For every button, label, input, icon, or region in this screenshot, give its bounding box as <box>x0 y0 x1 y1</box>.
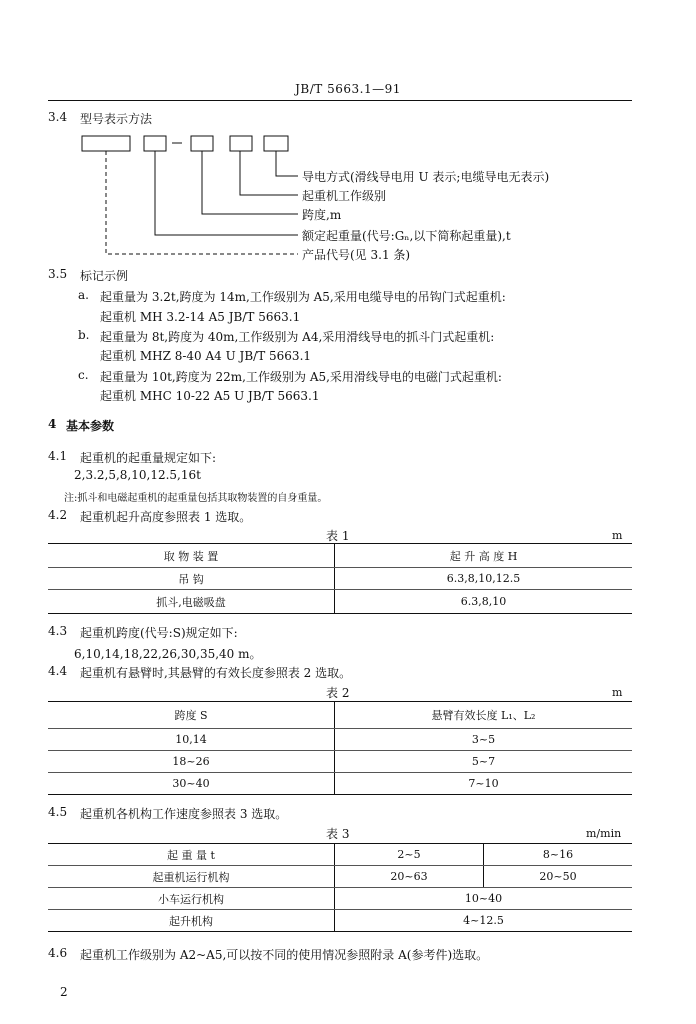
section-4-3-number: 4.3 <box>48 624 68 638</box>
code-label-span: 跨度,m <box>302 208 342 222</box>
table-1 <box>48 543 632 614</box>
table-cell: 20~63 <box>335 866 484 888</box>
section-4-title: 基本参数 <box>66 419 115 433</box>
table-row <box>48 888 632 910</box>
capacity-values: 2,3.2,5,8,10,12.5,16t <box>74 468 201 482</box>
example-c-mark: 起重机 MHC 10-22 A5 U JB/T 5663.1 <box>100 389 320 403</box>
table-3 <box>48 843 632 932</box>
section-4-3-text: 起重机跨度(代号:S)规定如下: <box>80 626 238 640</box>
table-row <box>48 773 632 795</box>
table-cell: 起重机运行机构 <box>48 866 335 888</box>
table-2-unit: m <box>612 686 623 699</box>
table-header-cell: 起 重 量 t <box>48 844 335 866</box>
table-cell: 7~10 <box>335 773 633 795</box>
section-4-1-text: 起重机的起重量规定如下: <box>80 451 217 465</box>
table-row <box>48 568 632 590</box>
section-3-4-title: 型号表示方法 <box>80 112 153 126</box>
example-b-mark: 起重机 MHZ 8-40 A4 U JB/T 5663.1 <box>100 349 312 363</box>
section-4-2-text: 起重机起升高度参照表 1 选取。 <box>80 510 252 524</box>
table-2-caption: 表 2 <box>326 686 350 700</box>
table-cell: 10~40 <box>335 888 633 910</box>
leader-capacity <box>155 151 298 235</box>
leader-span <box>202 151 298 214</box>
table-3-caption: 表 3 <box>326 827 350 841</box>
section-4-number: 4 <box>48 417 57 431</box>
example-a-mark: 起重机 MH 3.2-14 A5 JB/T 5663.1 <box>100 310 301 324</box>
table-cell: 3~5 <box>335 729 633 751</box>
span-values: 6,10,14,18,22,26,30,35,40 m。 <box>74 647 262 661</box>
table-row <box>48 590 632 614</box>
code-box-capacity <box>144 136 166 151</box>
section-4-6-number: 4.6 <box>48 946 68 960</box>
example-a-desc: 起重量为 3.2t,跨度为 14m,工作级别为 A5,采用电缆导电的吊钩门式起重机: <box>100 290 506 304</box>
table-row <box>48 729 632 751</box>
table-cell: 10,14 <box>48 729 335 751</box>
example-a-letter: a. <box>78 288 89 302</box>
table-header-cell: 跨度 S <box>48 702 335 729</box>
code-label-power: 导电方式(滑线导电用 U 表示;电缆导电无表示) <box>302 170 550 184</box>
code-box-class <box>230 136 252 151</box>
section-3-5-number: 3.5 <box>48 267 68 281</box>
table-row <box>48 751 632 773</box>
section-4-4-number: 4.4 <box>48 664 68 678</box>
table-header-cell: 8~16 <box>484 844 633 866</box>
table-row <box>48 910 632 932</box>
table-cell: 18~26 <box>48 751 335 773</box>
table-2 <box>48 701 632 795</box>
table-cell: 6.3,8,10,12.5 <box>335 568 633 590</box>
table-header-cell: 取 物 装 置 <box>48 544 335 568</box>
section-4-5-number: 4.5 <box>48 805 68 819</box>
code-label-class: 起重机工作级别 <box>302 189 387 203</box>
table-cell: 5~7 <box>335 751 633 773</box>
section-3-5-title: 标记示例 <box>80 269 129 283</box>
table-row <box>48 702 632 729</box>
section-4-1-number: 4.1 <box>48 449 68 463</box>
example-b-letter: b. <box>78 328 90 342</box>
table-row <box>48 866 632 888</box>
table-cell: 4~12.5 <box>335 910 633 932</box>
table-cell: 30~40 <box>48 773 335 795</box>
table-header-cell: 2~5 <box>335 844 484 866</box>
section-4-4-text: 起重机有悬臂时,其悬臂的有效长度参照表 2 选取。 <box>80 666 352 680</box>
page-number: 2 <box>60 985 68 999</box>
code-box-power <box>264 136 288 151</box>
section-4-2-number: 4.2 <box>48 508 68 522</box>
table-cell: 起升机构 <box>48 910 335 932</box>
table-1-unit: m <box>612 529 623 542</box>
page-header: JB/T 5663.1—91 <box>295 82 401 96</box>
table-3-unit: m/min <box>586 827 622 840</box>
example-b-desc: 起重量为 8t,跨度为 40m,工作级别为 A4,采用滑线导电的抓斗门式起重机: <box>100 330 495 344</box>
table-row <box>48 544 632 568</box>
example-c-letter: c. <box>78 368 89 382</box>
example-c-desc: 起重量为 10t,跨度为 22m,工作级别为 A5,采用滑线导电的电磁门式起重机: <box>100 370 502 384</box>
table-cell: 抓斗,电磁吸盘 <box>48 590 335 614</box>
section-4-6-text: 起重机工作级别为 A2~A5,可以按不同的使用情况参照附录 A(参考件)选取。 <box>80 948 489 962</box>
code-box-span <box>191 136 213 151</box>
capacity-note: 注:抓斗和电磁起重机的起重量包括其取物装置的自身重量。 <box>64 493 328 504</box>
table-cell: 小车运行机构 <box>48 888 335 910</box>
table-cell: 吊 钩 <box>48 568 335 590</box>
table-cell: 20~50 <box>484 866 633 888</box>
table-cell: 6.3,8,10 <box>335 590 633 614</box>
leader-power <box>276 151 298 176</box>
code-label-capacity: 额定起重量(代号:Gₙ,以下简称起重量),t <box>302 229 511 243</box>
code-label-product: 产品代号(见 3.1 条) <box>302 248 411 262</box>
table-header-cell: 悬臂有效长度 L₁、L₂ <box>335 702 633 729</box>
section-3-4-number: 3.4 <box>48 110 68 124</box>
leader-class <box>240 151 298 195</box>
table-1-caption: 表 1 <box>326 529 350 543</box>
table-header-cell: 起 升 高 度 H <box>335 544 633 568</box>
table-row <box>48 844 632 866</box>
code-box-product <box>82 136 130 151</box>
section-4-5-text: 起重机各机构工作速度参照表 3 选取。 <box>80 807 288 821</box>
